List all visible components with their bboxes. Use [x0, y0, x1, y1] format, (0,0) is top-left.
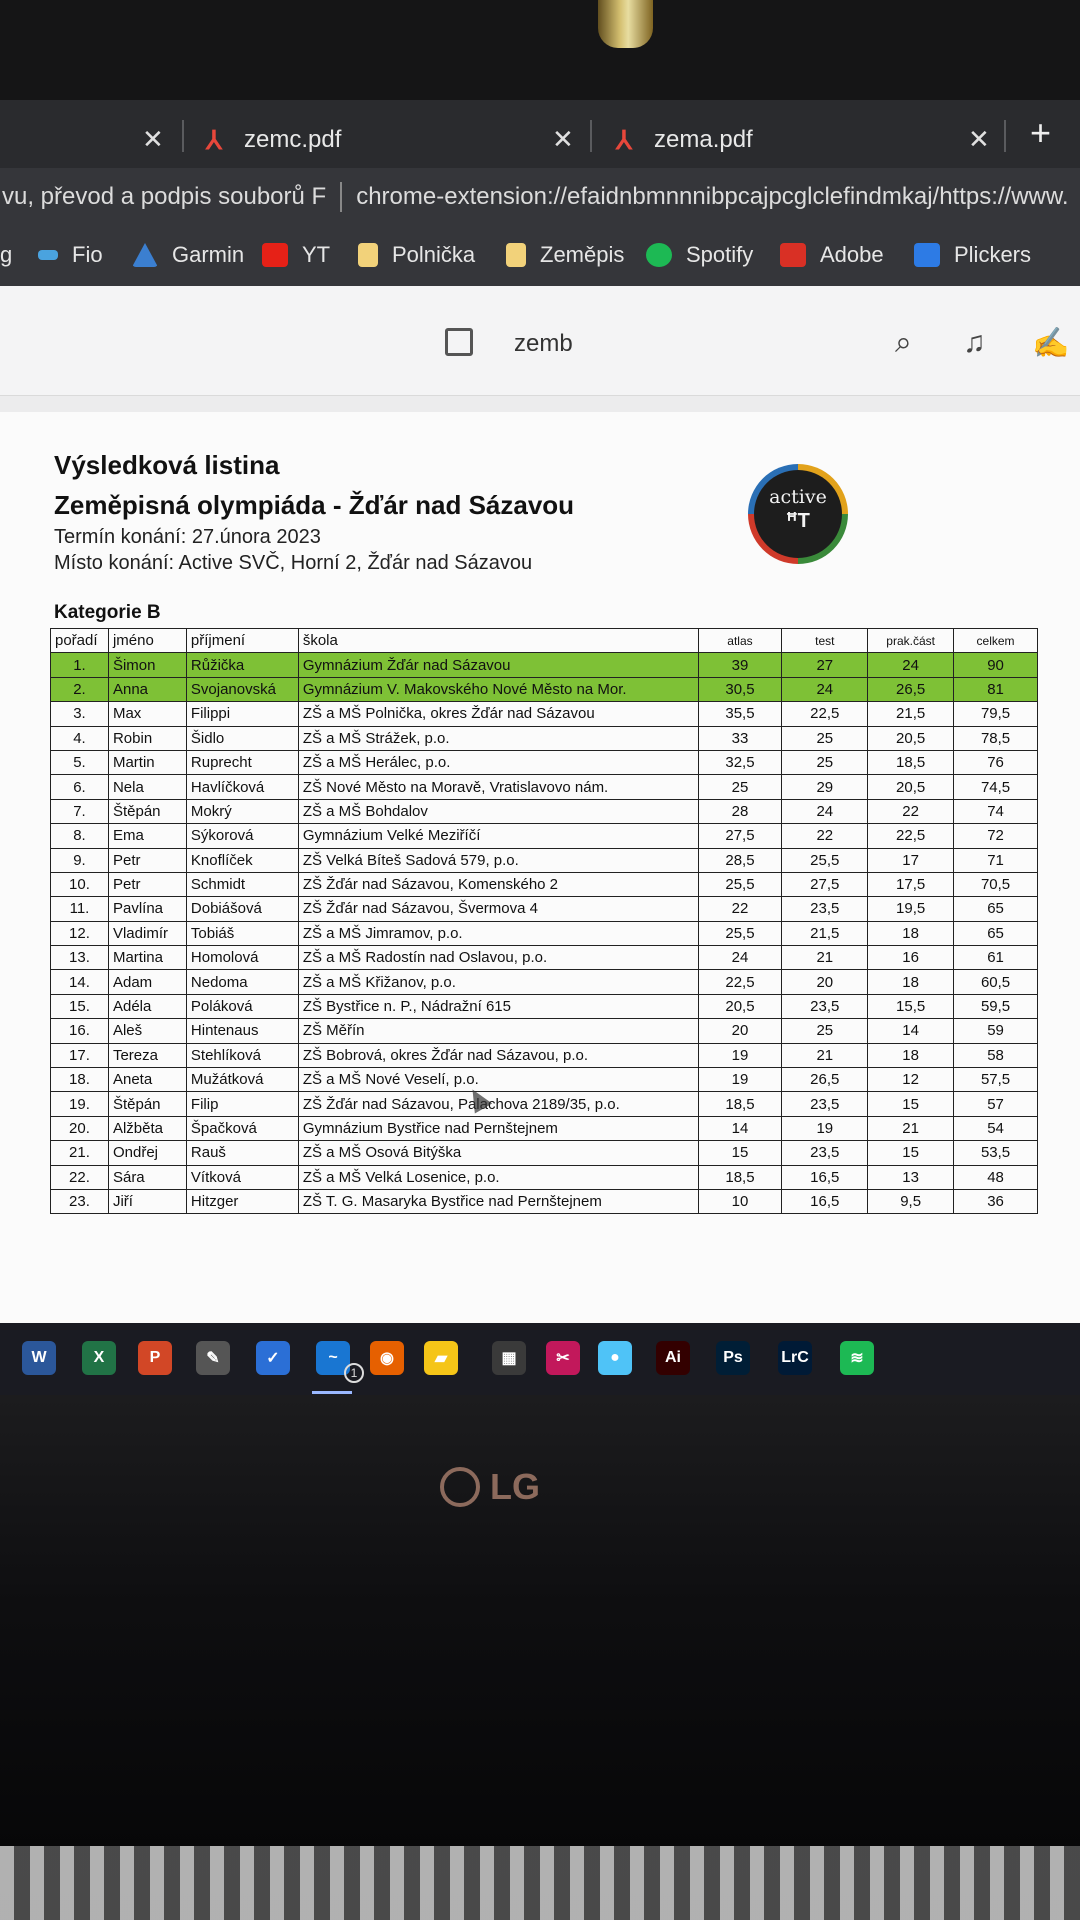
bookmarks-bar: [0, 226, 1080, 286]
search-icon[interactable]: ⌕: [895, 326, 912, 359]
rank-cell: 5.: [51, 750, 109, 774]
table-row: [51, 897, 1038, 921]
total-cell: 81: [954, 677, 1038, 701]
test-cell: 27,5: [782, 872, 868, 896]
test-cell: 22: [782, 824, 868, 848]
test-cell: 16,5: [782, 1189, 868, 1213]
tab-label: zemc.pdf: [244, 126, 342, 153]
active-logo: [748, 464, 848, 564]
test-cell: 24: [782, 677, 868, 701]
test-cell: 23,5: [782, 897, 868, 921]
bookmark-yt[interactable]: YT: [262, 242, 330, 268]
school-cell: ZŠ a MŠ Strážek, p.o.: [298, 726, 698, 750]
table-row: [51, 1189, 1038, 1213]
school-cell: ZŠ Nové Město na Moravě, Vratislavovo nám.: [298, 775, 698, 799]
table-row: [51, 1092, 1038, 1116]
practical-cell: 15: [868, 1092, 954, 1116]
table-row: [51, 799, 1038, 823]
test-cell: 23,5: [782, 1092, 868, 1116]
total-cell: 54: [954, 1116, 1038, 1140]
monitor-bottom-bezel: [0, 1395, 1080, 1920]
total-cell: 72: [954, 824, 1038, 848]
atlas-cell: 33: [698, 726, 782, 750]
practical-cell: 15: [868, 1141, 954, 1165]
practical-cell: 17,5: [868, 872, 954, 896]
atlas-cell: 30,5: [698, 677, 782, 701]
header-test: test: [782, 629, 868, 653]
calculator-icon[interactable]: ▦: [492, 1341, 526, 1375]
document-subtitle: Zeměpisná olympiáda - Žďár nad Sázavou: [54, 490, 575, 520]
header-rank: pořadí: [51, 629, 109, 653]
snipping-tool-icon[interactable]: ✂: [546, 1341, 580, 1375]
bookmark-spotify[interactable]: Spotify: [646, 242, 753, 268]
total-cell: 70,5: [954, 872, 1038, 896]
first-name-cell: Max: [108, 702, 186, 726]
last-name-cell: Filippi: [186, 702, 298, 726]
practical-cell: 18: [868, 1043, 954, 1067]
address-bar[interactable]: [0, 168, 1080, 226]
pdf-icon: ⅄: [206, 124, 222, 155]
first-name-cell: Tereza: [108, 1043, 186, 1067]
practical-cell: 13: [868, 1165, 954, 1189]
atlas-cell: 22,5: [698, 970, 782, 994]
atlas-cell: 25,5: [698, 872, 782, 896]
last-name-cell: Růžička: [186, 653, 298, 677]
bookmark-zemepis[interactable]: Zeměpis: [506, 242, 624, 268]
rank-cell: 11.: [51, 897, 109, 921]
last-name-cell: Rauš: [186, 1141, 298, 1165]
last-name-cell: Filip: [186, 1092, 298, 1116]
first-name-cell: Ema: [108, 824, 186, 848]
rank-cell: 10.: [51, 872, 109, 896]
read-aloud-icon[interactable]: ♫: [963, 326, 986, 359]
results-table: [50, 628, 1038, 1214]
excel-icon[interactable]: X: [82, 1341, 116, 1375]
tab-zema[interactable]: [610, 112, 1000, 168]
total-cell: 57: [954, 1092, 1038, 1116]
test-cell: 21: [782, 946, 868, 970]
notification-badge: 1: [344, 1363, 364, 1383]
viewer-toolbar: [0, 286, 1080, 396]
last-name-cell: Ruprecht: [186, 750, 298, 774]
table-row: [51, 653, 1038, 677]
first-name-cell: Adéla: [108, 994, 186, 1018]
rank-cell: 9.: [51, 848, 109, 872]
document-title: Výsledková listina: [54, 450, 280, 480]
rank-cell: 16.: [51, 1019, 109, 1043]
atlas-cell: 20: [698, 1019, 782, 1043]
rank-cell: 18.: [51, 1068, 109, 1092]
atlas-cell: 35,5: [698, 702, 782, 726]
test-cell: 19: [782, 1116, 868, 1140]
total-cell: 74: [954, 799, 1038, 823]
header-atlas: atlas: [698, 629, 782, 653]
table-row: [51, 1068, 1038, 1092]
first-name-cell: Petr: [108, 848, 186, 872]
rank-cell: 1.: [51, 653, 109, 677]
lamp-reflection: [598, 0, 653, 48]
practical-cell: 12: [868, 1068, 954, 1092]
last-name-cell: Stehlíková: [186, 1043, 298, 1067]
last-name-cell: Knoflíček: [186, 848, 298, 872]
total-cell: 36: [954, 1189, 1038, 1213]
bookmark-polnicka[interactable]: Polnička: [358, 242, 475, 268]
last-name-cell: Nedoma: [186, 970, 298, 994]
header-first-name: jméno: [108, 629, 186, 653]
table-row: [51, 970, 1038, 994]
url-divider: [340, 182, 342, 212]
school-cell: ZŠ Žďár nad Sázavou, Palachova 2189/35, p.o.: [298, 1092, 698, 1116]
first-name-cell: Nela: [108, 775, 186, 799]
atlas-cell: 20,5: [698, 994, 782, 1018]
illustrator-icon[interactable]: Ai: [656, 1341, 690, 1375]
tab-separator: [1004, 120, 1006, 152]
practical-cell: 18,5: [868, 750, 954, 774]
total-cell: 58: [954, 1043, 1038, 1067]
total-cell: 90: [954, 653, 1038, 677]
test-cell: 27: [782, 653, 868, 677]
practical-cell: 26,5: [868, 677, 954, 701]
school-cell: ZŠ Bobrová, okres Žďár nad Sázavou, p.o.: [298, 1043, 698, 1067]
test-cell: 21,5: [782, 921, 868, 945]
total-cell: 65: [954, 897, 1038, 921]
monitor-brand: LG: [490, 1466, 540, 1507]
first-name-cell: Alžběta: [108, 1116, 186, 1140]
test-cell: 20: [782, 970, 868, 994]
last-name-cell: Homolová: [186, 946, 298, 970]
total-cell: 61: [954, 946, 1038, 970]
total-cell: 76: [954, 750, 1038, 774]
test-cell: 21: [782, 1043, 868, 1067]
table-row: [51, 921, 1038, 945]
active-app-indicator: [312, 1391, 352, 1394]
rank-cell: 22.: [51, 1165, 109, 1189]
practical-cell: 9,5: [868, 1189, 954, 1213]
event-date: Termín konání: 27.února 2023: [54, 526, 321, 548]
total-cell: 53,5: [954, 1141, 1038, 1165]
rank-cell: 17.: [51, 1043, 109, 1067]
pdf-viewer: [0, 286, 1080, 1323]
test-cell: 25: [782, 750, 868, 774]
sway-icon[interactable]: ~: [316, 1341, 350, 1375]
table-row: [51, 1019, 1038, 1043]
tasks-icon[interactable]: ✓: [256, 1341, 290, 1375]
practical-cell: 14: [868, 1019, 954, 1043]
garmin-icon: [132, 243, 158, 267]
first-name-cell: Martin: [108, 750, 186, 774]
last-name-cell: Svojanovská: [186, 677, 298, 701]
total-cell: 60,5: [954, 970, 1038, 994]
school-cell: Gymnázium V. Makovského Nové Město na Mor.: [298, 677, 698, 701]
atlas-cell: 19: [698, 1068, 782, 1092]
total-cell: 65: [954, 921, 1038, 945]
last-name-cell: Šidlo: [186, 726, 298, 750]
table-row: [51, 994, 1038, 1018]
rank-cell: 12.: [51, 921, 109, 945]
table-row: [51, 750, 1038, 774]
practical-cell: 22: [868, 799, 954, 823]
whiteboard-icon[interactable]: ✎: [196, 1341, 230, 1375]
header-last-name: příjmení: [186, 629, 298, 653]
last-name-cell: Poláková: [186, 994, 298, 1018]
school-cell: ZŠ a MŠ Velká Losenice, p.o.: [298, 1165, 698, 1189]
close-icon[interactable]: ✕: [552, 124, 574, 154]
bookmark-overflow[interactable]: g: [0, 242, 13, 267]
test-cell: 25: [782, 1019, 868, 1043]
school-cell: ZŠ a MŠ Polnička, okres Žďár nad Sázavou: [298, 702, 698, 726]
rank-cell: 20.: [51, 1116, 109, 1140]
first-name-cell: Petr: [108, 872, 186, 896]
rank-cell: 7.: [51, 799, 109, 823]
results-body: [51, 653, 1038, 1214]
monitor-top-bezel: [0, 0, 1080, 100]
word-icon[interactable]: W: [22, 1341, 56, 1375]
close-icon[interactable]: ✕: [968, 124, 990, 154]
first-name-cell: Vladimír: [108, 921, 186, 945]
rank-cell: 8.: [51, 824, 109, 848]
school-cell: ZŠ T. G. Masaryka Bystřice nad Pernštejnem: [298, 1189, 698, 1213]
last-name-cell: Schmidt: [186, 872, 298, 896]
site-name: vu, převod a podpis souborů F: [2, 183, 327, 210]
practical-cell: 21,5: [868, 702, 954, 726]
sticky-notes-icon[interactable]: ▰: [424, 1341, 458, 1375]
logo-inner: [754, 470, 842, 558]
rank-cell: 21.: [51, 1141, 109, 1165]
rank-cell: 14.: [51, 970, 109, 994]
practical-cell: 17: [868, 848, 954, 872]
header-total: celkem: [954, 629, 1038, 653]
table-row: [51, 702, 1038, 726]
school-cell: ZŠ a MŠ Radostín nad Oslavou, p.o.: [298, 946, 698, 970]
new-tab-button[interactable]: +: [1030, 112, 1052, 153]
header-school: škola: [298, 629, 698, 653]
paint-icon[interactable]: ●: [598, 1341, 632, 1375]
test-cell: 16,5: [782, 1165, 868, 1189]
first-name-cell: Martina: [108, 946, 186, 970]
test-cell: 22,5: [782, 702, 868, 726]
atlas-cell: 32,5: [698, 750, 782, 774]
practical-cell: 18: [868, 970, 954, 994]
category-label: Kategorie B: [54, 602, 161, 623]
practical-cell: 24: [868, 653, 954, 677]
fio-icon: [38, 250, 58, 260]
atlas-cell: 25: [698, 775, 782, 799]
school-cell: ZŠ a MŠ Osová Bitýška: [298, 1141, 698, 1165]
practical-cell: 22,5: [868, 824, 954, 848]
plickers-icon: [914, 243, 940, 267]
firefox-icon[interactable]: ◉: [370, 1341, 404, 1375]
school-cell: ZŠ Žďár nad Sázavou, Komenského 2: [298, 872, 698, 896]
table-row: [51, 1043, 1038, 1067]
first-name-cell: Štěpán: [108, 799, 186, 823]
sign-icon[interactable]: ✍: [1032, 327, 1070, 360]
monitor-brand-logo: [440, 1466, 540, 1508]
total-cell: 48: [954, 1165, 1038, 1189]
photoshop-icon[interactable]: Ps: [716, 1341, 750, 1375]
table-row: [51, 1141, 1038, 1165]
spotify-icon: [646, 243, 672, 267]
total-cell: 74,5: [954, 775, 1038, 799]
bookmark-plickers[interactable]: Plickers: [914, 242, 1031, 268]
practical-cell: 21: [868, 1116, 954, 1140]
last-name-cell: Dobiášová: [186, 897, 298, 921]
table-row: [51, 872, 1038, 896]
lightroom-icon[interactable]: LrC: [778, 1341, 812, 1375]
first-name-cell: Šimon: [108, 653, 186, 677]
table-header-row: [51, 629, 1038, 653]
event-place: Místo konání: Active SVČ, Horní 2, Žďár nad Sázavou: [54, 552, 533, 574]
rank-cell: 2.: [51, 677, 109, 701]
table-row: [51, 946, 1038, 970]
test-cell: 24: [782, 799, 868, 823]
last-name-cell: Tobiáš: [186, 921, 298, 945]
school-cell: ZŠ a MŠ Herálec, p.o.: [298, 750, 698, 774]
school-cell: ZŠ Velká Bíteš Sadová 579, p.o.: [298, 848, 698, 872]
first-name-cell: Štěpán: [108, 1092, 186, 1116]
close-icon[interactable]: ✕: [142, 124, 164, 154]
bookmark-garmin[interactable]: Garmin: [132, 242, 244, 268]
table-row: [51, 1165, 1038, 1189]
spotify-icon[interactable]: ≋: [840, 1341, 874, 1375]
taskbar: [0, 1323, 1080, 1395]
rank-cell: 4.: [51, 726, 109, 750]
pdf-icon: ⅄: [616, 124, 632, 155]
atlas-cell: 10: [698, 1189, 782, 1213]
document-name: zemb: [514, 330, 573, 357]
test-cell: 29: [782, 775, 868, 799]
atlas-cell: 27,5: [698, 824, 782, 848]
atlas-cell: 19: [698, 1043, 782, 1067]
total-cell: 59: [954, 1019, 1038, 1043]
school-cell: ZŠ Bystřice n. P., Nádražní 615: [298, 994, 698, 1018]
atlas-cell: 28: [698, 799, 782, 823]
school-cell: ZŠ a MŠ Jimramov, p.o.: [298, 921, 698, 945]
test-cell: 23,5: [782, 1141, 868, 1165]
lg-logo-icon: [440, 1467, 480, 1507]
bookmark-fio[interactable]: Fio: [38, 242, 103, 268]
school-cell: ZŠ a MŠ Bohdalov: [298, 799, 698, 823]
tab-separator: [590, 120, 592, 152]
table-row: [51, 1116, 1038, 1140]
last-name-cell: Hitzger: [186, 1189, 298, 1213]
practical-cell: 18: [868, 921, 954, 945]
practical-cell: 20,5: [868, 775, 954, 799]
practical-cell: 20,5: [868, 726, 954, 750]
total-cell: 71: [954, 848, 1038, 872]
url-text: chrome-extension://efaidnbmnnnibpcajpcglclefindmkaj/https://www.: [356, 183, 1069, 210]
atlas-cell: 24: [698, 946, 782, 970]
last-name-cell: Sýkorová: [186, 824, 298, 848]
bookmark-adobe[interactable]: Adobe: [780, 242, 884, 268]
thumbnails-panel-icon[interactable]: [445, 328, 473, 356]
school-cell: ZŠ Žďár nad Sázavou, Švermova 4: [298, 897, 698, 921]
school-cell: ZŠ a MŠ Křižanov, p.o.: [298, 970, 698, 994]
atlas-cell: 15: [698, 1141, 782, 1165]
folder-icon: [358, 243, 378, 267]
total-cell: 57,5: [954, 1068, 1038, 1092]
table-row: [51, 726, 1038, 750]
first-name-cell: Sára: [108, 1165, 186, 1189]
adobe-icon: [780, 243, 806, 267]
tab-zemc[interactable]: [200, 112, 580, 168]
tab-label: zema.pdf: [654, 126, 753, 153]
test-cell: 26,5: [782, 1068, 868, 1092]
atlas-cell: 18,5: [698, 1092, 782, 1116]
school-cell: Gymnázium Velké Meziříčí: [298, 824, 698, 848]
practical-cell: 19,5: [868, 897, 954, 921]
first-name-cell: Adam: [108, 970, 186, 994]
last-name-cell: Vítková: [186, 1165, 298, 1189]
atlas-cell: 18,5: [698, 1165, 782, 1189]
test-cell: 25: [782, 726, 868, 750]
first-name-cell: Aneta: [108, 1068, 186, 1092]
pdf-page: [0, 412, 1080, 1323]
header-practical: prak.část: [868, 629, 954, 653]
test-cell: 23,5: [782, 994, 868, 1018]
tab-separator: [182, 120, 184, 152]
rank-cell: 6.: [51, 775, 109, 799]
rank-cell: 15.: [51, 994, 109, 1018]
rank-cell: 13.: [51, 946, 109, 970]
school-cell: ZŠ Měřín: [298, 1019, 698, 1043]
rank-cell: 3.: [51, 702, 109, 726]
atlas-cell: 25,5: [698, 921, 782, 945]
first-name-cell: Ondřej: [108, 1141, 186, 1165]
school-cell: Gymnázium Bystřice nad Pernštejnem: [298, 1116, 698, 1140]
school-cell: ZŠ a MŠ Nové Veselí, p.o.: [298, 1068, 698, 1092]
first-name-cell: Aleš: [108, 1019, 186, 1043]
last-name-cell: Mužátková: [186, 1068, 298, 1092]
practical-cell: 15,5: [868, 994, 954, 1018]
rank-cell: 23.: [51, 1189, 109, 1213]
rank-cell: 19.: [51, 1092, 109, 1116]
atlas-cell: 28,5: [698, 848, 782, 872]
table-row: [51, 848, 1038, 872]
table-row: [51, 824, 1038, 848]
logo-mark-icon: ꟸT: [786, 509, 810, 532]
atlas-cell: 22: [698, 897, 782, 921]
logo-text: active: [769, 485, 827, 508]
youtube-icon: [262, 243, 288, 267]
table-row: [51, 775, 1038, 799]
folder-icon: [506, 243, 526, 267]
powerpoint-icon[interactable]: P: [138, 1341, 172, 1375]
last-name-cell: Špačková: [186, 1116, 298, 1140]
first-name-cell: Anna: [108, 677, 186, 701]
total-cell: 79,5: [954, 702, 1038, 726]
last-name-cell: Mokrý: [186, 799, 298, 823]
atlas-cell: 14: [698, 1116, 782, 1140]
total-cell: 59,5: [954, 994, 1038, 1018]
first-name-cell: Robin: [108, 726, 186, 750]
last-name-cell: Havlíčková: [186, 775, 298, 799]
table-row: [51, 677, 1038, 701]
total-cell: 78,5: [954, 726, 1038, 750]
notebook-spiral: [0, 1846, 1080, 1920]
last-name-cell: Hintenaus: [186, 1019, 298, 1043]
atlas-cell: 39: [698, 653, 782, 677]
first-name-cell: Jiří: [108, 1189, 186, 1213]
practical-cell: 16: [868, 946, 954, 970]
school-cell: Gymnázium Žďár nad Sázavou: [298, 653, 698, 677]
test-cell: 25,5: [782, 848, 868, 872]
first-name-cell: Pavlína: [108, 897, 186, 921]
